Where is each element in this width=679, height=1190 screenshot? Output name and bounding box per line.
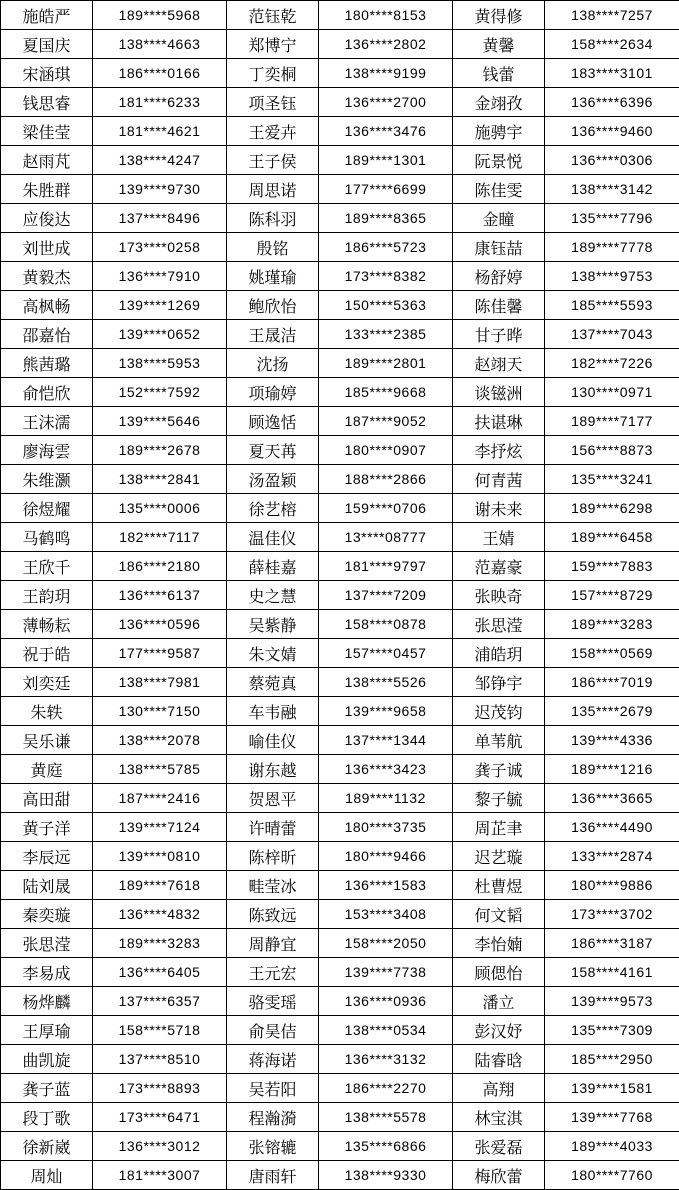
name-cell: 张映奇 bbox=[453, 581, 545, 610]
name-cell: 郑博宁 bbox=[227, 30, 319, 59]
name-cell: 陈致远 bbox=[227, 900, 319, 929]
table-row bbox=[1, 639, 679, 668]
name-cell: 徐煜耀 bbox=[1, 494, 93, 523]
phone-cell: 180****0907 bbox=[319, 436, 453, 465]
name-cell: 高田甜 bbox=[1, 784, 93, 813]
name-cell: 俞恺欣 bbox=[1, 378, 93, 407]
name-cell: 杨烨麟 bbox=[1, 987, 93, 1016]
name-cell: 廖海雲 bbox=[1, 436, 93, 465]
name-cell: 黄得修 bbox=[453, 1, 545, 30]
phone-cell: 136****3476 bbox=[319, 117, 453, 146]
table-row bbox=[1, 59, 679, 88]
table-row bbox=[1, 407, 679, 436]
phone-cell: 138****5578 bbox=[319, 1103, 453, 1132]
name-cell: 赵翊天 bbox=[453, 349, 545, 378]
name-cell: 徐艺榕 bbox=[227, 494, 319, 523]
phone-cell: 173****6471 bbox=[93, 1103, 227, 1132]
phone-cell: 139****9658 bbox=[319, 697, 453, 726]
phone-cell: 158****0878 bbox=[319, 610, 453, 639]
phone-cell: 189****7618 bbox=[93, 871, 227, 900]
phone-cell: 138****7257 bbox=[545, 1, 679, 30]
name-cell: 杨舒婷 bbox=[453, 262, 545, 291]
phone-cell: 137****7209 bbox=[319, 581, 453, 610]
phone-cell: 156****8873 bbox=[545, 436, 679, 465]
phone-cell: 153****3408 bbox=[319, 900, 453, 929]
phone-cell: 136****6137 bbox=[93, 581, 227, 610]
name-cell: 薄畅耘 bbox=[1, 610, 93, 639]
phone-cell: 138****2078 bbox=[93, 726, 227, 755]
phone-cell: 181****6233 bbox=[93, 88, 227, 117]
name-cell: 王元宏 bbox=[227, 958, 319, 987]
name-cell: 邵嘉怡 bbox=[1, 320, 93, 349]
name-cell: 史之慧 bbox=[227, 581, 319, 610]
table-row bbox=[1, 552, 679, 581]
table-row bbox=[1, 1, 679, 30]
table-row bbox=[1, 349, 679, 378]
phone-cell: 186****5723 bbox=[319, 233, 453, 262]
name-cell: 赵雨芃 bbox=[1, 146, 93, 175]
table-row bbox=[1, 30, 679, 59]
phone-cell: 138****0534 bbox=[319, 1016, 453, 1045]
name-cell: 黎子毓 bbox=[453, 784, 545, 813]
phone-cell: 180****7760 bbox=[545, 1161, 679, 1190]
name-cell: 姚瑾瑜 bbox=[227, 262, 319, 291]
table-row bbox=[1, 320, 679, 349]
phone-cell: 173****8382 bbox=[319, 262, 453, 291]
name-cell: 王韵玥 bbox=[1, 581, 93, 610]
phone-cell: 181****4621 bbox=[93, 117, 227, 146]
phone-cell: 139****0810 bbox=[93, 842, 227, 871]
name-cell: 范嘉豪 bbox=[453, 552, 545, 581]
name-cell: 龚子诚 bbox=[453, 755, 545, 784]
phone-cell: 135****3241 bbox=[545, 465, 679, 494]
name-cell: 范钰乾 bbox=[227, 1, 319, 30]
name-cell: 单苇航 bbox=[453, 726, 545, 755]
phone-cell: 189****7778 bbox=[545, 233, 679, 262]
name-cell: 汤盈颖 bbox=[227, 465, 319, 494]
name-cell: 黄馨 bbox=[453, 30, 545, 59]
phone-cell: 183****3101 bbox=[545, 59, 679, 88]
phone-cell: 185****9668 bbox=[319, 378, 453, 407]
name-cell: 马鹤鸣 bbox=[1, 523, 93, 552]
phone-cell: 139****1581 bbox=[545, 1074, 679, 1103]
name-cell: 徐新崴 bbox=[1, 1132, 93, 1161]
name-cell: 何文韬 bbox=[453, 900, 545, 929]
name-cell: 黄庭 bbox=[1, 755, 93, 784]
table-row bbox=[1, 1161, 679, 1190]
phone-cell: 181****3007 bbox=[93, 1161, 227, 1190]
name-cell: 迟艺璇 bbox=[453, 842, 545, 871]
name-cell: 李易成 bbox=[1, 958, 93, 987]
phone-cell: 189****4033 bbox=[545, 1132, 679, 1161]
phone-cell: 138****5953 bbox=[93, 349, 227, 378]
name-cell: 温佳仪 bbox=[227, 523, 319, 552]
name-cell: 段丁歌 bbox=[1, 1103, 93, 1132]
name-cell: 蒋海诺 bbox=[227, 1045, 319, 1074]
phone-cell: 186****3187 bbox=[545, 929, 679, 958]
name-cell: 钱思睿 bbox=[1, 88, 93, 117]
name-cell: 高枫畅 bbox=[1, 291, 93, 320]
name-cell: 甘子晔 bbox=[453, 320, 545, 349]
phone-cell: 186****0166 bbox=[93, 59, 227, 88]
name-cell: 高翔 bbox=[453, 1074, 545, 1103]
name-cell: 吴若阳 bbox=[227, 1074, 319, 1103]
name-cell: 唐雨轩 bbox=[227, 1161, 319, 1190]
phone-cell: 158****5718 bbox=[93, 1016, 227, 1045]
phone-cell: 158****4161 bbox=[545, 958, 679, 987]
table-row bbox=[1, 958, 679, 987]
phone-cell: 135****6866 bbox=[319, 1132, 453, 1161]
phone-cell: 137****8510 bbox=[93, 1045, 227, 1074]
name-cell: 潘立 bbox=[453, 987, 545, 1016]
name-cell: 沈扬 bbox=[227, 349, 319, 378]
phone-cell: 139****7768 bbox=[545, 1103, 679, 1132]
table-row bbox=[1, 88, 679, 117]
name-cell: 谢未来 bbox=[453, 494, 545, 523]
phone-cell: 136****0306 bbox=[545, 146, 679, 175]
table-row bbox=[1, 871, 679, 900]
table-row bbox=[1, 465, 679, 494]
phone-cell: 133****2385 bbox=[319, 320, 453, 349]
name-cell: 吴紫静 bbox=[227, 610, 319, 639]
phone-cell: 189****3283 bbox=[545, 610, 679, 639]
name-cell: 陈佳雯 bbox=[453, 175, 545, 204]
phone-cell: 185****2950 bbox=[545, 1045, 679, 1074]
phone-cell: 158****2050 bbox=[319, 929, 453, 958]
name-cell: 俞昊佶 bbox=[227, 1016, 319, 1045]
phone-cell: 139****9573 bbox=[545, 987, 679, 1016]
phone-cell: 182****7226 bbox=[545, 349, 679, 378]
phone-cell: 189****6298 bbox=[545, 494, 679, 523]
phone-cell: 189****5968 bbox=[93, 1, 227, 30]
table-row bbox=[1, 146, 679, 175]
name-cell: 张爱磊 bbox=[453, 1132, 545, 1161]
name-cell: 浦皓玥 bbox=[453, 639, 545, 668]
name-cell: 扶谌琳 bbox=[453, 407, 545, 436]
name-cell: 项瑜婷 bbox=[227, 378, 319, 407]
phone-cell: 188****2866 bbox=[319, 465, 453, 494]
phone-cell: 189****3283 bbox=[93, 929, 227, 958]
name-cell: 陆刘晟 bbox=[1, 871, 93, 900]
phone-cell: 185****5593 bbox=[545, 291, 679, 320]
name-cell: 杜曹煜 bbox=[453, 871, 545, 900]
name-cell: 殷铭 bbox=[227, 233, 319, 262]
phone-cell: 137****6357 bbox=[93, 987, 227, 1016]
table-row bbox=[1, 668, 679, 697]
name-cell: 祝于皓 bbox=[1, 639, 93, 668]
table-row bbox=[1, 1132, 679, 1161]
table-row bbox=[1, 784, 679, 813]
phone-cell: 180****9886 bbox=[545, 871, 679, 900]
name-cell: 王爱卉 bbox=[227, 117, 319, 146]
phone-cell: 136****6405 bbox=[93, 958, 227, 987]
name-cell: 康钰喆 bbox=[453, 233, 545, 262]
name-cell: 骆雯瑶 bbox=[227, 987, 319, 1016]
name-cell: 张思滢 bbox=[1, 929, 93, 958]
name-cell: 龚子蓝 bbox=[1, 1074, 93, 1103]
name-cell: 项圣钰 bbox=[227, 88, 319, 117]
phone-cell: 136****2802 bbox=[319, 30, 453, 59]
phone-cell: 173****0258 bbox=[93, 233, 227, 262]
phone-cell: 138****7981 bbox=[93, 668, 227, 697]
phone-cell: 130****0971 bbox=[545, 378, 679, 407]
name-cell: 何青茜 bbox=[453, 465, 545, 494]
table-row bbox=[1, 610, 679, 639]
phone-cell: 189****6458 bbox=[545, 523, 679, 552]
phone-cell: 138****4663 bbox=[93, 30, 227, 59]
phone-cell: 177****6699 bbox=[319, 175, 453, 204]
name-cell: 梅欣蕾 bbox=[453, 1161, 545, 1190]
phone-cell: 180****9466 bbox=[319, 842, 453, 871]
table-row bbox=[1, 929, 679, 958]
phone-cell: 139****1269 bbox=[93, 291, 227, 320]
table-row bbox=[1, 842, 679, 871]
name-cell: 施骋宇 bbox=[453, 117, 545, 146]
name-cell: 张镕辘 bbox=[227, 1132, 319, 1161]
table-row bbox=[1, 581, 679, 610]
name-cell: 陈佳馨 bbox=[453, 291, 545, 320]
phone-cell: 136****2700 bbox=[319, 88, 453, 117]
name-cell: 林宝淇 bbox=[453, 1103, 545, 1132]
phone-cell: 135****7309 bbox=[545, 1016, 679, 1045]
table-row bbox=[1, 1074, 679, 1103]
name-cell: 李抒炫 bbox=[453, 436, 545, 465]
phone-cell: 13****08777 bbox=[319, 523, 453, 552]
name-cell: 熊茜璐 bbox=[1, 349, 93, 378]
phone-cell: 186****2180 bbox=[93, 552, 227, 581]
phone-cell: 139****7738 bbox=[319, 958, 453, 987]
table-row bbox=[1, 697, 679, 726]
phone-cell: 135****0006 bbox=[93, 494, 227, 523]
name-cell: 王沫濡 bbox=[1, 407, 93, 436]
phone-cell: 187****9052 bbox=[319, 407, 453, 436]
phone-cell: 136****6396 bbox=[545, 88, 679, 117]
table-row bbox=[1, 813, 679, 842]
phone-cell: 136****1583 bbox=[319, 871, 453, 900]
table-row bbox=[1, 494, 679, 523]
name-cell: 朱维灏 bbox=[1, 465, 93, 494]
name-cell: 张思滢 bbox=[453, 610, 545, 639]
phone-cell: 189****2678 bbox=[93, 436, 227, 465]
phone-cell: 189****2801 bbox=[319, 349, 453, 378]
table-row bbox=[1, 175, 679, 204]
phone-cell: 138****2841 bbox=[93, 465, 227, 494]
table-row bbox=[1, 291, 679, 320]
name-cell: 谢东越 bbox=[227, 755, 319, 784]
phone-cell: 189****1216 bbox=[545, 755, 679, 784]
phone-cell: 138****5785 bbox=[93, 755, 227, 784]
phone-cell: 136****9460 bbox=[545, 117, 679, 146]
name-cell: 周芷聿 bbox=[453, 813, 545, 842]
phone-cell: 189****1132 bbox=[319, 784, 453, 813]
name-cell: 刘奕廷 bbox=[1, 668, 93, 697]
name-cell: 周思诺 bbox=[227, 175, 319, 204]
name-cell: 陆睿晗 bbox=[453, 1045, 545, 1074]
name-cell: 王婧 bbox=[453, 523, 545, 552]
phone-cell: 139****7124 bbox=[93, 813, 227, 842]
name-cell: 宋涵琪 bbox=[1, 59, 93, 88]
name-cell: 陈科羽 bbox=[227, 204, 319, 233]
phone-cell: 138****3142 bbox=[545, 175, 679, 204]
table-row bbox=[1, 436, 679, 465]
name-cell: 鲍欣怡 bbox=[227, 291, 319, 320]
table-row bbox=[1, 204, 679, 233]
name-cell: 迟茂钧 bbox=[453, 697, 545, 726]
phone-cell: 186****7019 bbox=[545, 668, 679, 697]
phone-cell: 137****1344 bbox=[319, 726, 453, 755]
phone-cell: 138****9330 bbox=[319, 1161, 453, 1190]
name-cell: 周灿 bbox=[1, 1161, 93, 1190]
name-cell: 黄毅杰 bbox=[1, 262, 93, 291]
table-row bbox=[1, 233, 679, 262]
phone-cell: 136****3012 bbox=[93, 1132, 227, 1161]
name-cell: 王子侯 bbox=[227, 146, 319, 175]
name-cell: 秦奕璇 bbox=[1, 900, 93, 929]
name-cell: 李辰远 bbox=[1, 842, 93, 871]
name-cell: 薛桂嘉 bbox=[227, 552, 319, 581]
phone-cell: 173****8893 bbox=[93, 1074, 227, 1103]
phone-cell: 157****0457 bbox=[319, 639, 453, 668]
table-body bbox=[1, 1, 679, 1190]
phone-cell: 136****0936 bbox=[319, 987, 453, 1016]
phone-cell: 139****5646 bbox=[93, 407, 227, 436]
table-row bbox=[1, 117, 679, 146]
phone-cell: 186****2270 bbox=[319, 1074, 453, 1103]
name-cell: 朱文婧 bbox=[227, 639, 319, 668]
phone-cell: 139****4336 bbox=[545, 726, 679, 755]
phone-cell: 150****5363 bbox=[319, 291, 453, 320]
name-cell: 李怡婻 bbox=[453, 929, 545, 958]
table-row bbox=[1, 726, 679, 755]
table-row bbox=[1, 900, 679, 929]
phone-cell: 182****7117 bbox=[93, 523, 227, 552]
phone-cell: 158****2634 bbox=[545, 30, 679, 59]
name-cell: 陈梓昕 bbox=[227, 842, 319, 871]
phone-cell: 137****7043 bbox=[545, 320, 679, 349]
table-row bbox=[1, 1103, 679, 1132]
name-cell: 梁佳莹 bbox=[1, 117, 93, 146]
name-cell: 程瀚漪 bbox=[227, 1103, 319, 1132]
name-cell: 夏天苒 bbox=[227, 436, 319, 465]
table-row bbox=[1, 755, 679, 784]
phone-cell: 135****2679 bbox=[545, 697, 679, 726]
table-row bbox=[1, 262, 679, 291]
name-cell: 应俊达 bbox=[1, 204, 93, 233]
name-cell: 夏国庆 bbox=[1, 30, 93, 59]
phone-cell: 187****2416 bbox=[93, 784, 227, 813]
phone-cell: 157****8729 bbox=[545, 581, 679, 610]
phone-cell: 136****3665 bbox=[545, 784, 679, 813]
phone-cell: 136****4490 bbox=[545, 813, 679, 842]
phone-cell: 189****1301 bbox=[319, 146, 453, 175]
name-cell: 王晟洁 bbox=[227, 320, 319, 349]
name-cell: 彭汉妤 bbox=[453, 1016, 545, 1045]
phone-cell: 173****3702 bbox=[545, 900, 679, 929]
name-cell: 丁奕桐 bbox=[227, 59, 319, 88]
table-row bbox=[1, 1045, 679, 1074]
phone-cell: 181****9797 bbox=[319, 552, 453, 581]
name-cell: 邹铮宇 bbox=[453, 668, 545, 697]
name-cell: 顾逸恬 bbox=[227, 407, 319, 436]
phone-cell: 139****9730 bbox=[93, 175, 227, 204]
name-cell: 金瞳 bbox=[453, 204, 545, 233]
phone-cell: 158****0569 bbox=[545, 639, 679, 668]
phone-cell: 133****2874 bbox=[545, 842, 679, 871]
table-row bbox=[1, 523, 679, 552]
name-cell: 谈镃洲 bbox=[453, 378, 545, 407]
name-cell: 黄子洋 bbox=[1, 813, 93, 842]
phone-cell: 136****3423 bbox=[319, 755, 453, 784]
name-cell: 贺恩平 bbox=[227, 784, 319, 813]
name-cell: 畦莹冰 bbox=[227, 871, 319, 900]
name-cell: 周静宜 bbox=[227, 929, 319, 958]
phone-cell: 189****8365 bbox=[319, 204, 453, 233]
table-row bbox=[1, 378, 679, 407]
name-cell: 施皓严 bbox=[1, 1, 93, 30]
name-cell: 顾偲怡 bbox=[453, 958, 545, 987]
name-cell: 许晴蕾 bbox=[227, 813, 319, 842]
table-row bbox=[1, 1016, 679, 1045]
phone-cell: 136****3132 bbox=[319, 1045, 453, 1074]
name-cell: 曲凯旋 bbox=[1, 1045, 93, 1074]
phone-cell: 136****7910 bbox=[93, 262, 227, 291]
phone-cell: 135****7796 bbox=[545, 204, 679, 233]
phone-cell: 136****0596 bbox=[93, 610, 227, 639]
name-cell: 喻佳仪 bbox=[227, 726, 319, 755]
name-cell: 王欣千 bbox=[1, 552, 93, 581]
phone-cell: 130****7150 bbox=[93, 697, 227, 726]
phone-cell: 180****8153 bbox=[319, 1, 453, 30]
name-cell: 吴乐谦 bbox=[1, 726, 93, 755]
name-cell: 金翊孜 bbox=[453, 88, 545, 117]
phone-cell: 159****7883 bbox=[545, 552, 679, 581]
name-cell: 车韦融 bbox=[227, 697, 319, 726]
name-cell: 蔡菀真 bbox=[227, 668, 319, 697]
phone-cell: 189****7177 bbox=[545, 407, 679, 436]
name-cell: 王厚瑜 bbox=[1, 1016, 93, 1045]
name-cell: 阮景悦 bbox=[453, 146, 545, 175]
phone-cell: 136****4832 bbox=[93, 900, 227, 929]
phone-cell: 152****7592 bbox=[93, 378, 227, 407]
phone-cell: 138****9753 bbox=[545, 262, 679, 291]
phone-cell: 138****4247 bbox=[93, 146, 227, 175]
table-row bbox=[1, 987, 679, 1016]
phone-cell: 138****9199 bbox=[319, 59, 453, 88]
phone-cell: 138****5526 bbox=[319, 668, 453, 697]
phone-cell: 159****0706 bbox=[319, 494, 453, 523]
name-cell: 钱蕾 bbox=[453, 59, 545, 88]
phone-cell: 139****0652 bbox=[93, 320, 227, 349]
phone-cell: 180****3735 bbox=[319, 813, 453, 842]
phone-cell: 137****8496 bbox=[93, 204, 227, 233]
phone-cell: 177****9587 bbox=[93, 639, 227, 668]
name-cell: 朱胜群 bbox=[1, 175, 93, 204]
name-cell: 刘世成 bbox=[1, 233, 93, 262]
name-cell: 朱轶 bbox=[1, 697, 93, 726]
